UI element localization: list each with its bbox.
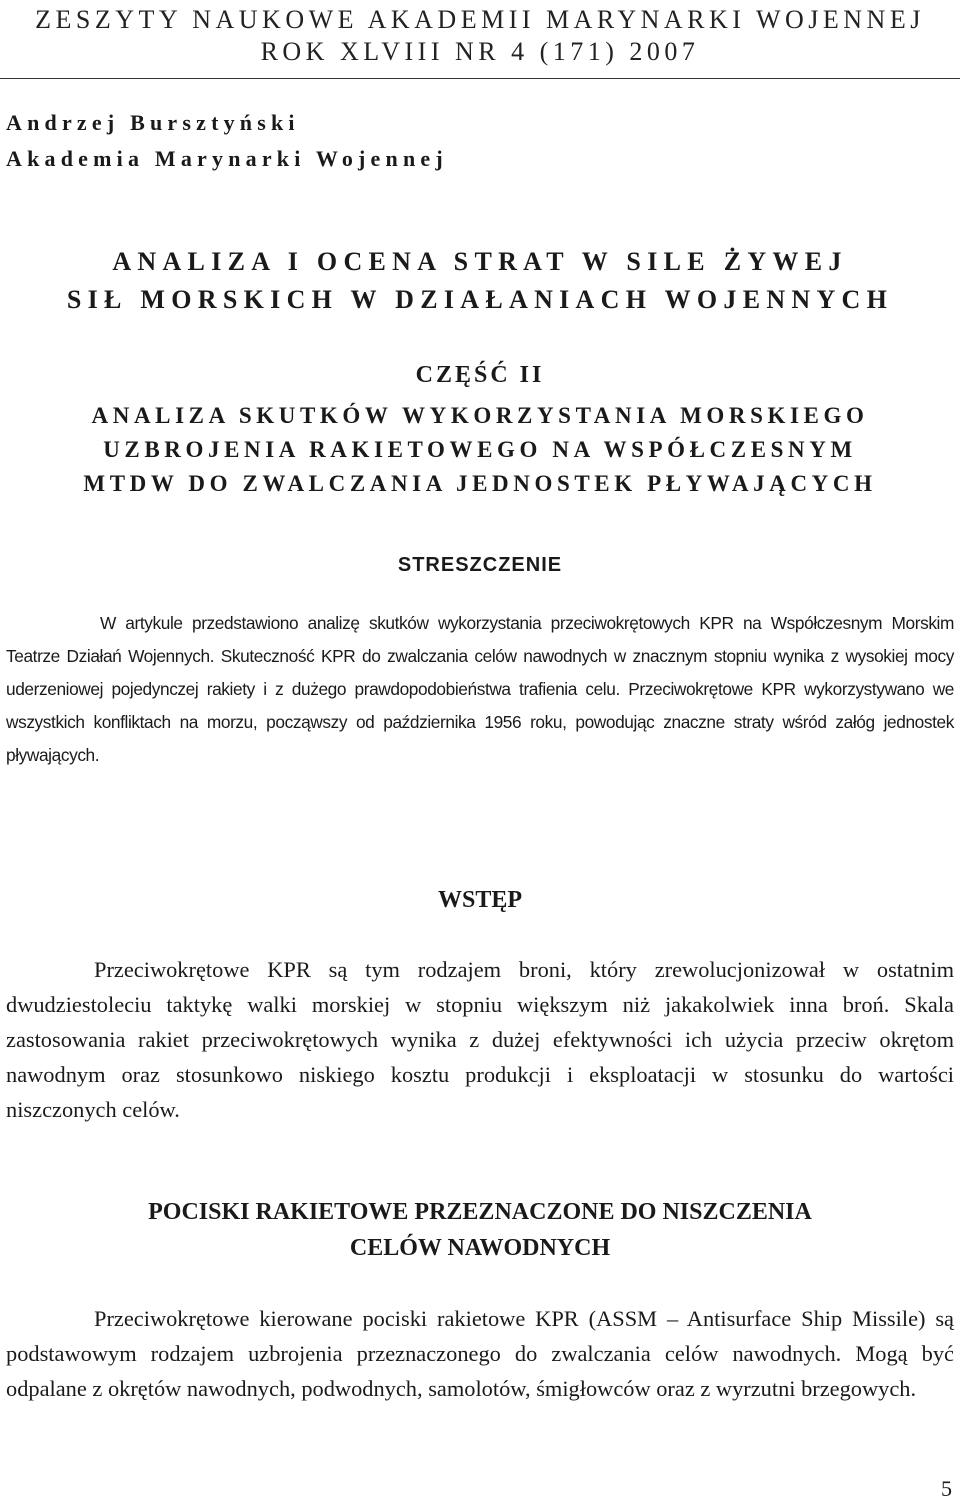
journal-name: ZESZYTY NAUKOWE AKADEMII MARYNARKI WOJENNEJ — [35, 5, 925, 34]
abstract-heading: STRESZCZENIE — [397, 554, 563, 576]
paper-subtitle — [0, 399, 960, 501]
title-line-2: SIŁ MORSKICH W DZIAŁANIACH WOJENNYCH — [66, 285, 894, 314]
author-name: Andrzej Bursztyński — [6, 110, 300, 135]
title-line-1: ANALIZA I OCENA STRAT W SILE ŻYWEJ — [112, 247, 848, 276]
journal-issue: ROK XLVIII NR 4 (171) 2007 — [260, 37, 700, 66]
missiles-heading-line-1: POCISKI RAKIETOWE PRZEZNACZONE DO NISZCZENIA — [148, 1199, 812, 1225]
subtitle-line-2: UZBROJENIA RAKIETOWEGO NA WSPÓŁCZESNYM — [103, 437, 857, 462]
introduction-paragraph: Przeciwokrętowe KPR są tym rodzajem broni, który zrewolucjonizował w ostatnim dwudziestoleciu taktykę walki morskiej w stopniu większym niż jakakolwiek inna broń. Skala zastosowania rakiet przeciwokrętowych wynika z dużej efektywności ich użycia przeciw okrętom nawodnym oraz stosunkowo niskiego kosztu produkcji i eksploatacji w stosunku do wartości niszczonych celów. — [6, 957, 954, 1122]
author-affiliation: Akademia Marynarki Wojennej — [6, 146, 448, 171]
section-missiles — [0, 1194, 960, 1266]
header-divider — [0, 78, 960, 79]
journal-header — [0, 0, 960, 79]
part-label: CZĘŚĆ II — [415, 362, 545, 388]
abstract-text: W artykule przedstawiono analizę skutków wykorzystania przeciwokrętowych KPR na Współczesnym Morskim Teatrze Działań Wojennych. Skuteczność KPR do zwalczania celów nawodnych w znacznym stopniu wynika z wysokiej mocy uderzeniowej pojedynczej rakiety i z dużego prawdopodobieństwa trafienia celu. Przeciwokrętowe KPR wykorzystywano we wszystkich konfliktach na morzu, począwszy od października 1956 roku, powodując znaczne straty wśród załóg jednostek pływających. — [6, 613, 954, 765]
page-number: 5 — [941, 1476, 952, 1501]
introduction-heading: WSTĘP — [437, 887, 523, 913]
subtitle-line-3: MTDW DO ZWALCZANIA JEDNOSTEK PŁYWAJĄCYCH — [83, 471, 877, 496]
subtitle-line-1: ANALIZA SKUTKÓW WYKORZYSTANIA MORSKIEGO — [91, 403, 869, 428]
section-introduction — [0, 882, 960, 918]
author-block — [0, 105, 960, 177]
paper-title — [0, 243, 960, 319]
missiles-heading-line-2: CELÓW NAWODNYCH — [349, 1235, 611, 1261]
missiles-paragraph: Przeciwokrętowe kierowane pociski rakietowe KPR (ASSM – Antisurface Ship Missile) są podstawowym rodzajem uzbrojenia przeznaczonego do zwalczania celów nawodnych. Mogą być odpalane z okrętów nawodnych, podwodnych, samolotów, śmigłowców oraz z wyrzutni brzegowych. — [6, 1306, 954, 1401]
